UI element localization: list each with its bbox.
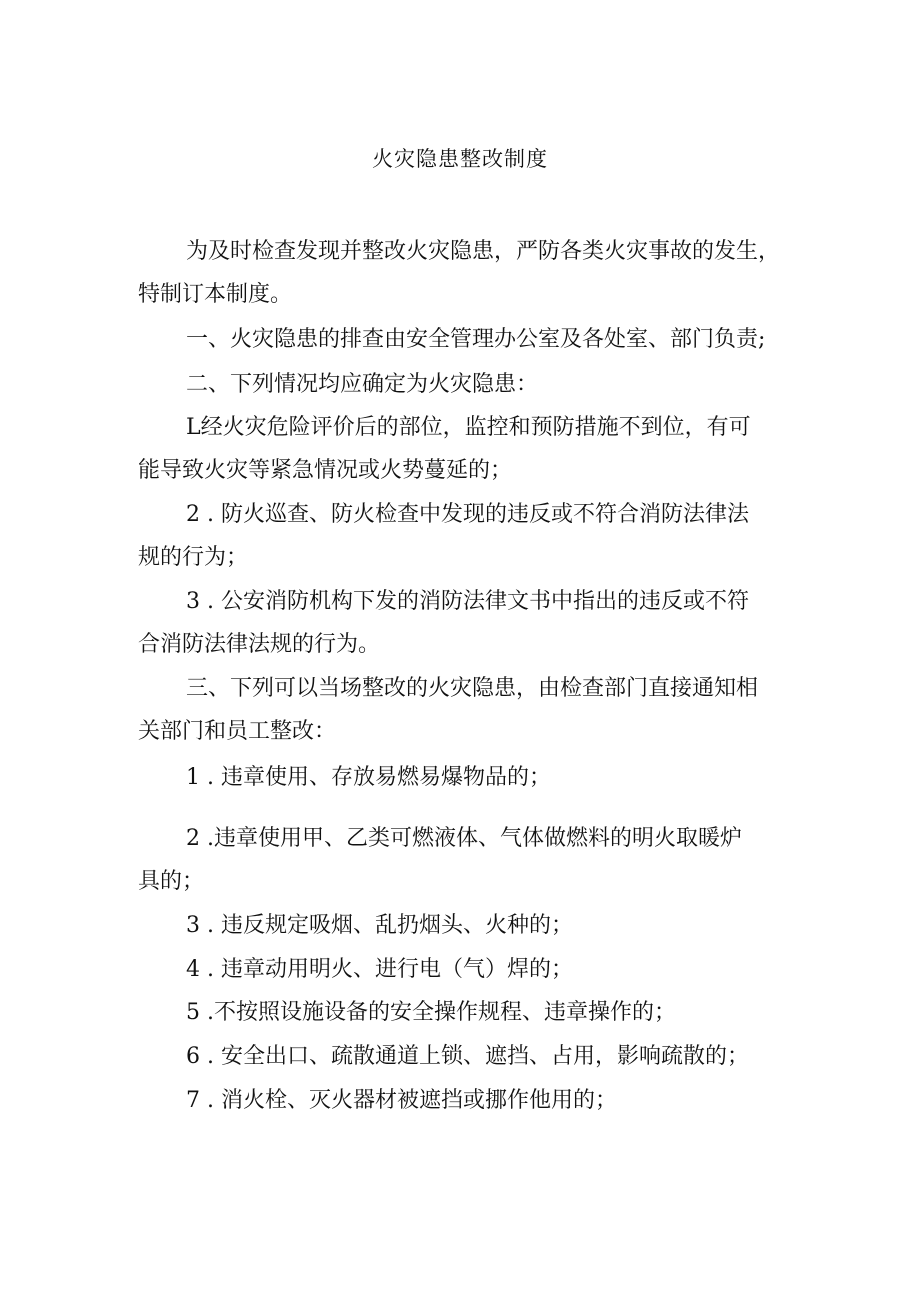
intro-line-2: 特制订本制度。 [138,282,293,307]
section-3-item-1: 1 . 违章使用、存放易燃易爆物品的； [186,765,551,790]
section-2-item-3-line-2: 合消防法律法规的行为。 [138,632,381,657]
section-3-item-6: 6 . 安全出口、疏散通道上锁、遮挡、占用，影响疏散的； [186,1044,749,1069]
section-2-item-1-line-2: 能导致火灾等紧急情况或火势蔓延的； [138,458,513,483]
section-2-item-3-line-1: 3 . 公安消防机构下发的消防法律文书中指出的违反或不符 [186,589,749,614]
section-3-item-4: 4 . 违章动用明火、进行电（气）焊的； [186,957,573,982]
section-2-item-2-line-1: 2 . 防火巡查、防火检查中发现的违反或不符合消防法律法 [186,502,749,527]
section-3-heading-line-2: 关部门和员工整改： [138,719,337,744]
section-1: 一、火灾隐患的排查由安全管理办公室及各处室、部门负责; [186,327,766,352]
section-2-item-1-line-1: L经火灾危险评价后的部位，监控和预防措施不到位，有可 [186,415,751,440]
section-3-item-3: 3 . 违反规定吸烟、乱扔烟头、火种的； [186,913,573,938]
section-2-heading: 二、下列情况均应确定为火灾隐患： [186,372,539,397]
section-2-item-2-line-2: 规的行为； [138,545,249,570]
section-3-heading-line-1: 三、下列可以当场整改的火灾隐患，由检查部门直接通知相 [186,676,759,701]
section-3-item-2-line-1: 2 .违章使用甲、乙类可燃液体、气体做燃料的明火取暖炉 [186,826,742,851]
intro-line-1: 为及时检查发现并整改火灾隐患，严防各类火灾事故的发生， [186,239,781,264]
section-3-item-5: 5 .不按照设施设备的安全操作规程、违章操作的； [186,1000,676,1025]
section-3-item-2-line-2: 具的； [138,869,205,894]
section-3-item-7: 7 . 消火栓、灭火器材被遮挡或挪作他用的； [186,1088,617,1113]
document-title: 火灾隐患整改制度 [372,147,548,171]
